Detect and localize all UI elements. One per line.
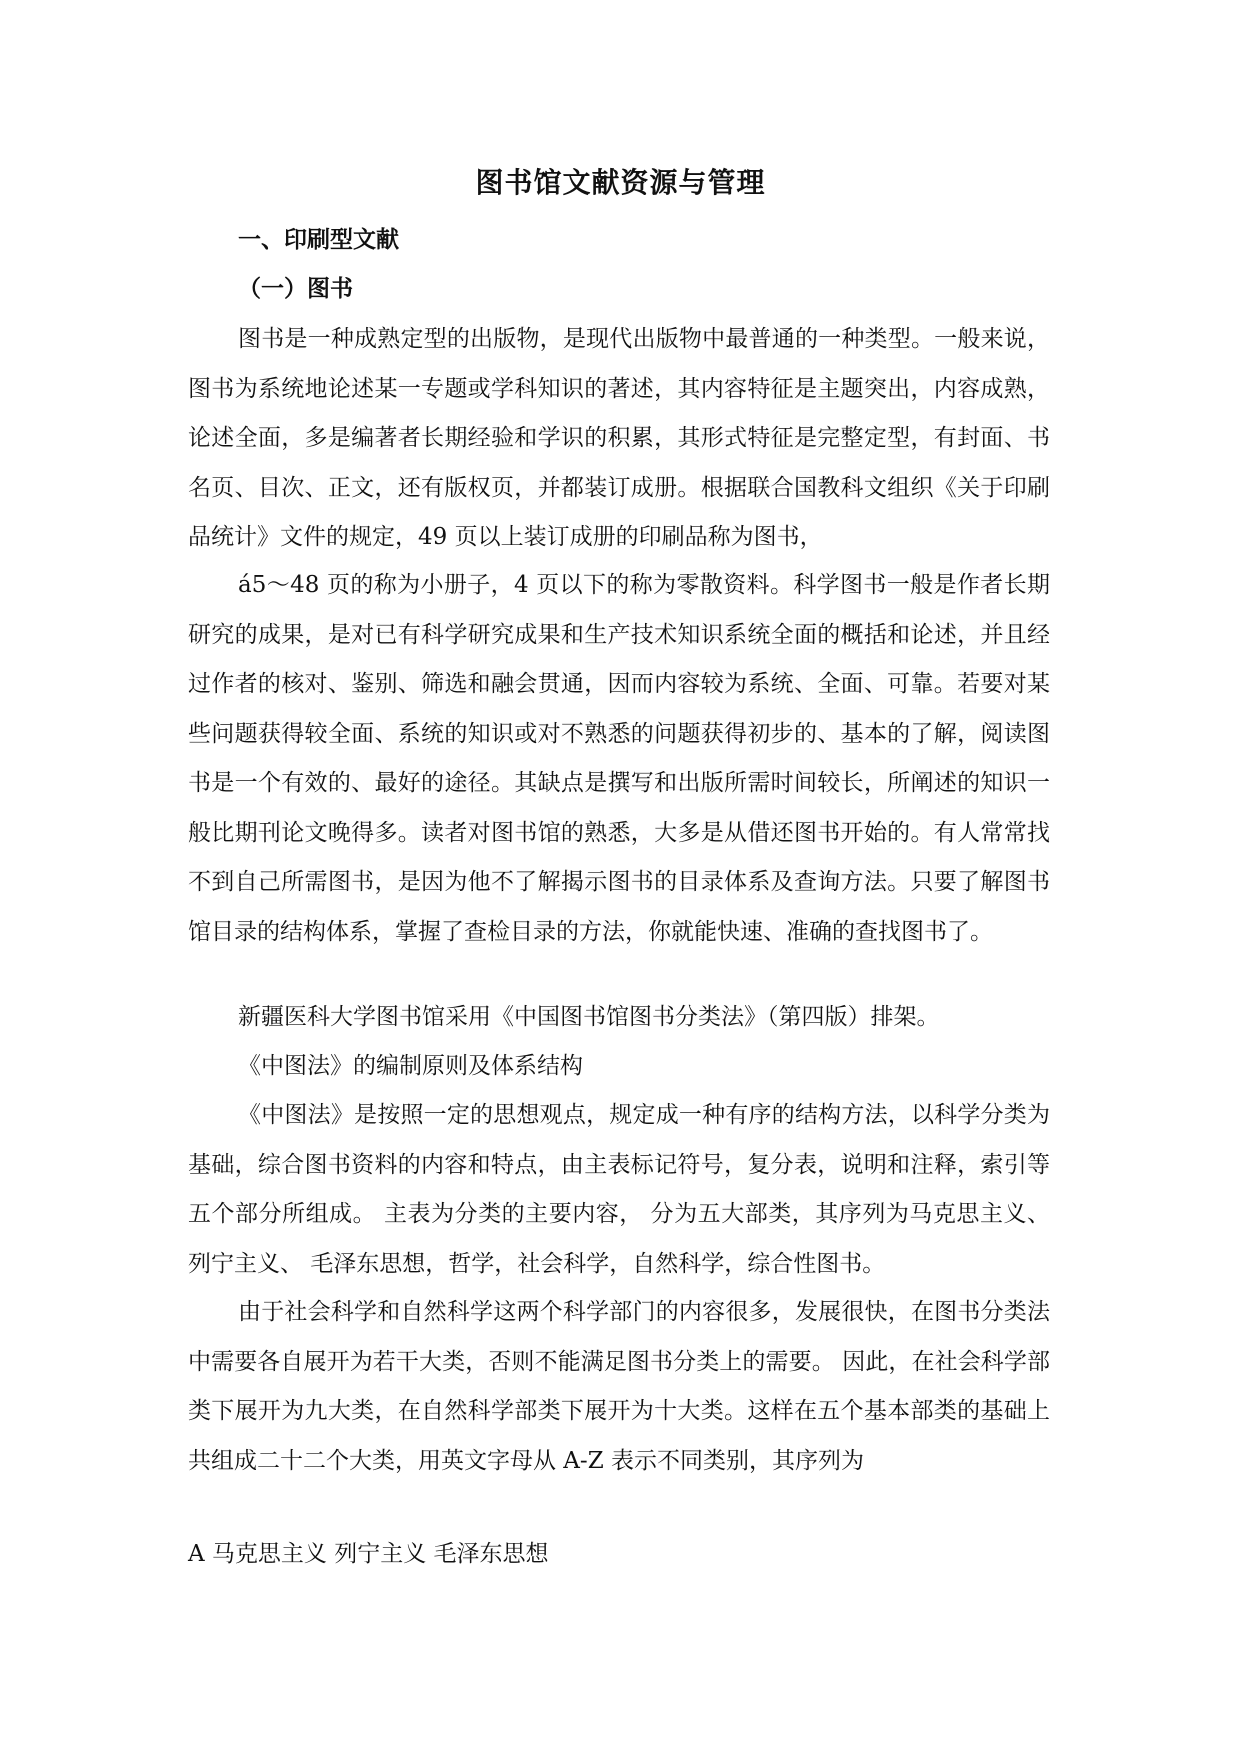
subsection-heading: （一）图书 xyxy=(238,275,353,302)
paragraph-clc-principles: 《中图法》的编制原则及体系结构 xyxy=(238,1053,583,1079)
paragraph-book-features: á5～48 页的称为小册子，4 页以下的称为零散资料。科学图书一般是作者长期研究的成果，是对已有科学研究成果和生产技术知识系统全面的概括和论述，并且经过作者的核对、鉴别、筛选和融会贯通，因而内容较为系统、全面、可靠。若要对某些问题获得较全面、系统的知识或对不熟悉的问题获得初步的、基本的了解，阅读图书是一个有效的、最好的途径。其缺点是撰写和出版所需时间较长，所阐述的知识一般比期刊论文晚得多。读者对图书馆的熟悉，大多是从借还图书开始的。有人常常找不到自己所需图书，是因为他不了解揭示图书的目录体系及查询方法。只要了解图书馆目录的结构体系，掌握了查检目录的方法，你就能快速、准确的查找图书了。 xyxy=(188,572,1050,945)
paragraph-clc-classes: 由于社会科学和自然科学这两个科学部门的内容很多，发展很快，在图书分类法中需要各自展开为若干大类，否则不能满足图书分类上的需要。 因此，在社会科学部类下展开为九大类，在自然科学部类下展开为十大类。这样在五个基本部类的基础上共组成二十二个大类，用英文字母从 A-Z 表示不同类别，其序列为 xyxy=(188,1299,1050,1474)
section-heading: 一、印刷型文献 xyxy=(238,226,399,253)
paragraph-library-shelving: 新疆医科大学图书馆采用《中国图书馆图书分类法》（第四版）排架。 xyxy=(238,1004,940,1030)
paragraph-book-definition: 图书是一种成熟定型的出版物，是现代出版物中最普通的一种类型。一般来说，图书为系统地论述某一专题或学科知识的著述，其内容特征是主题突出，内容成熟，论述全面，多是编著者长期经验和学识的积累，其形式特征是完整定型，有封面、书名页、目次、正文，还有版权页，并都装订成册。根据联合国教科文组织《关于印刷品统计》文件的规定，49 页以上装订成册的印刷品称为图书， xyxy=(188,326,1050,550)
page-title: 图书馆文献资源与管理 xyxy=(475,166,766,199)
paragraph-clc-structure: 《中图法》是按照一定的思想观点，规定成一种有序的结构方法，以科学分类为基础，综合图书资料的内容和特点，由主表标记符号，复分表，说明和注释，索引等五个部分所组成。 主表为分类的主要内容， 分为五大部类，其序列为马克思主义、 列宁主义、 毛泽东思想，哲学，社会科学，自然科学，综合性图书。 xyxy=(188,1102,1050,1277)
list-item-class-a: A 马克思主义 列宁主义 毛泽东思想 xyxy=(188,1541,549,1567)
